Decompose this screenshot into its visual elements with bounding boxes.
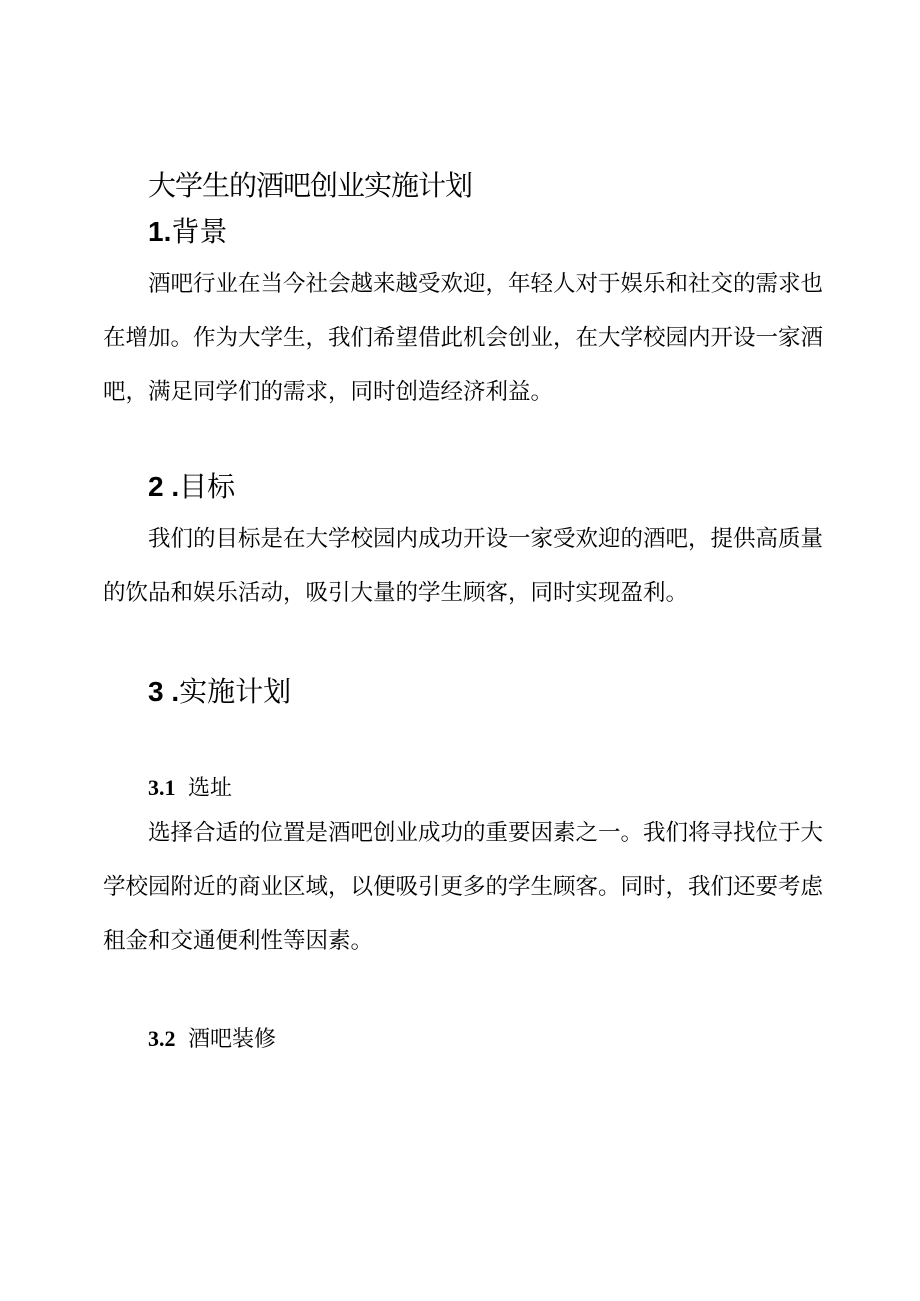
section-number: 2 . <box>148 471 180 502</box>
section-heading-goal <box>148 467 235 507</box>
section-title: 目标 <box>179 470 236 503</box>
subsection-title: 酒吧装修 <box>188 1027 277 1052</box>
section-paragraph-background: 酒吧行业在当今社会越来越受欢迎，年轻人对于娱乐和社交的需求也在增加。作为大学生，我们希望借此机会创业，在大学校园内开设一家酒吧，满足同学们的需求，同时创造经济利益。 <box>103 271 824 405</box>
section-number: 3 . <box>148 676 180 707</box>
section-title: 实施计划 <box>179 675 292 708</box>
section-heading-plan <box>148 672 291 712</box>
subsection-heading-location <box>148 772 232 805</box>
section-title: 背景 <box>171 215 228 248</box>
subsection-title: 选址 <box>188 776 233 801</box>
subsection-paragraph-location: 选择合适的位置是酒吧创业成功的重要因素之一。我们将寻找位于大学校园附近的商业区域，以便吸引更多的学生顾客。同时，我们还要考虑租金和交通便利性等因素。 <box>103 820 824 954</box>
section-number: 1. <box>148 216 172 247</box>
subsection-number: 3.1 <box>148 775 176 800</box>
document-title: 大学生的酒吧创业实施计划 <box>148 169 473 202</box>
subsection-heading-decoration <box>148 1023 276 1056</box>
section-paragraph-goal: 我们的目标是在大学校园内成功开设一家受欢迎的酒吧，提供高质量的饮品和娱乐活动，吸引大量的学生顾客，同时实现盈利。 <box>103 526 824 606</box>
subsection-number: 3.2 <box>148 1026 176 1051</box>
section-heading-background <box>148 212 227 252</box>
